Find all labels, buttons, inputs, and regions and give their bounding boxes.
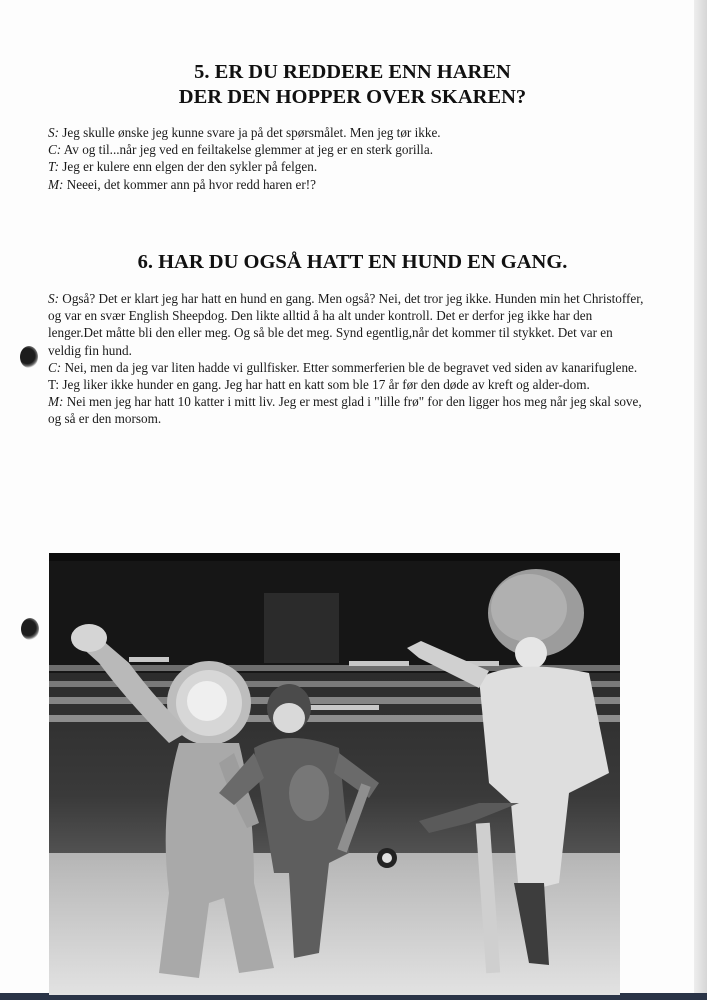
binder-hole-icon <box>21 618 39 640</box>
speaker-label: C: <box>48 142 62 158</box>
section5-answers <box>48 124 648 193</box>
speaker-label: M: <box>48 394 64 410</box>
theatre-photo <box>49 553 620 995</box>
speaker-label: S: <box>48 125 59 140</box>
section6-title: 6. HAR DU OGSÅ HATT EN HUND EN GANG. <box>137 251 568 273</box>
page-edge-shadow <box>694 0 707 1000</box>
answer-paragraph <box>48 290 648 359</box>
section5-title <box>60 60 645 110</box>
answer-text: Neeei, det kommer ann på hvor redd haren er!? <box>63 176 317 192</box>
binder-hole-icon <box>20 346 38 368</box>
answer-text: Av og til...når jeg ved en feiltakelse glemmer at jeg er en sterk gorilla. <box>61 142 433 158</box>
answer-paragraph <box>48 376 648 393</box>
answer-line <box>48 176 648 193</box>
answer-text: Jeg er kulere enn elgen der den sykler på felgen. <box>59 159 318 175</box>
speaker-label: C: <box>48 359 62 375</box>
answer-paragraph <box>48 359 648 376</box>
answer-line <box>48 141 648 158</box>
answer-line <box>48 158 648 175</box>
speaker-label: S: <box>48 291 59 306</box>
answer-text: Nei, men da jeg var liten hadde vi gullfisker. Etter sommerferien ble de begravet ved siden av kanarifuglene. <box>61 359 638 375</box>
section5-title-line1: 5. ER DU REDDERE ENN HAREN <box>194 61 511 83</box>
answer-text: T: Jeg liker ikke hunder en gang. Jeg har hatt en katt som ble 17 år før den døde av kreft og alder-dom. <box>48 377 590 393</box>
theatre-photo-illustration <box>49 553 620 995</box>
speaker-label: M: <box>48 176 64 192</box>
answer-text: Nei men jeg har hatt 10 katter i mitt liv. Jeg er mest glad i "lille frø" for den ligger hos meg når jeg skal sove, og så er den morsom. <box>48 394 642 427</box>
answer-text: Også? Det er klart jeg har hatt en hund en gang. Men også? Nei, det tror jeg ikke. Hunden min het Christoffer, og var en svær English Sheepdog. Den likte alltid å ha alt under kontroll. Det er derfor jeg ikke har den lenger.Det måtte bli den eller meg. Og så ble det meg. Synd egentlig,når det kommer til stykket. Det var en veldig fin hund. <box>48 291 644 358</box>
section6-answers <box>48 290 648 428</box>
answer-line <box>48 124 648 141</box>
answer-text: Jeg skulle ønske jeg kunne svare ja på det spørsmålet. Men jeg tør ikke. <box>59 125 441 140</box>
answer-paragraph <box>48 393 648 427</box>
speaker-label: T: <box>48 159 59 175</box>
section5-title-line2: DER DEN HOPPER OVER SKAREN? <box>178 86 527 108</box>
